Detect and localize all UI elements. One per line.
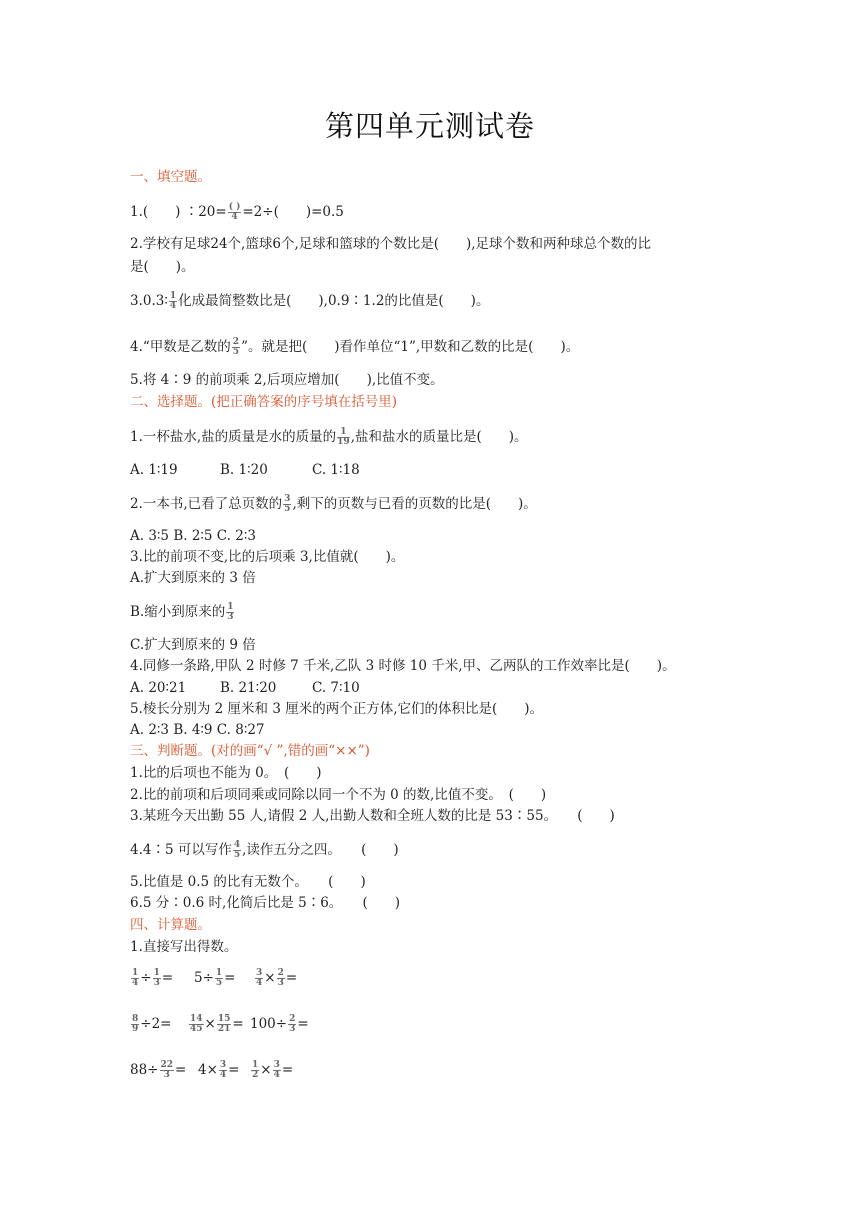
fraction: $\frac{3}{5}$ xyxy=(284,494,291,514)
fraction: $\frac{1}{3}$ xyxy=(227,602,234,622)
judge-question-3: 3.某班今天出勤 55 人,请假 2 人,出勤人数和全班人数的比是 53∶55。 ( ) xyxy=(130,808,615,824)
choice-question-1-options xyxy=(130,461,360,479)
section-heading-judge: 三、判断题。(对的画“√ ”,错的画“××”) xyxy=(130,743,370,759)
choice-question-4: 4.同修一条路,甲队 2 时修 7 千米,乙队 3 时修 10 千米,甲、乙两队的工作效率比是( )。 xyxy=(130,658,676,674)
option-a: A. 1∶19 xyxy=(130,462,178,478)
option-b: B. 1∶20 xyxy=(220,462,268,478)
judge-question-2: 2.比的前项和后项同乘或同除以同一个不为 0 的数,比值不变。 ( ) xyxy=(130,787,547,803)
judge-question-5: 5.比值是 0.5 的比有无数个。 ( ) xyxy=(130,874,366,890)
fraction: $\frac{1}{4}$ xyxy=(169,291,177,311)
choice-question-3-option-b: B.缩小到原来的 $\frac{1}{3}$ xyxy=(130,602,234,622)
judge-question-4: 4.4∶5 可以写作 $\frac{4}{5}$ ,读作五分之四。 ( ) xyxy=(130,840,399,860)
calc-row-2 xyxy=(130,1015,309,1034)
choice-question-2: 2.一本书,已看了总页数的 $\frac{3}{5}$ ,剩下的页数与已看的页数的比是( )。 xyxy=(130,494,537,514)
section-heading-fill: 一、填空题。 xyxy=(130,169,211,185)
page-title: 第四单元测试卷 xyxy=(324,109,535,143)
calc-item: 100÷ $\frac{2}{3}$ = xyxy=(250,1014,309,1034)
option-c: C. 1∶18 xyxy=(312,462,360,478)
fill-question-2-line1: 2.学校有足球24个,篮球6个,足球和篮球的个数比是( ),足球个数和两种球总个数的比 xyxy=(130,236,652,252)
calc-row-1 xyxy=(130,969,297,988)
fraction: $\frac{2}{5}$ xyxy=(232,337,240,357)
calc-item: 5÷ $\frac{1}{5}$ = xyxy=(194,968,236,988)
calc-item: 4× $\frac{3}{4}$ = xyxy=(198,1060,240,1080)
choice-question-3-option-c: C.扩大到原来的 9 倍 xyxy=(130,637,256,653)
fill-question-5: 5.将 4∶9 的前项乘 2,后项应增加( ),比值不变。 xyxy=(130,372,444,388)
choice-question-1: 1.一杯盐水,盐的质量是水的质量的 $\frac{1}{19}$ ,盐和盐水的质量比是( )。 xyxy=(130,427,528,447)
calc-item: $\frac{1}{4}$ ÷ $\frac{1}{3}$ = xyxy=(132,968,174,988)
fraction: $\frac{( )}{4}$ xyxy=(228,202,241,222)
judge-question-6: 6.5 分∶0.6 时,化简后比是 5∶6。 ( ) xyxy=(130,895,401,911)
fraction: $\frac{4}{5}$ xyxy=(233,840,241,860)
fraction: $\frac{1}{19}$ xyxy=(337,427,350,447)
calc-row-3 xyxy=(130,1061,293,1080)
section-heading-choice: 二、选择题。(把正确答案的序号填在括号里) xyxy=(130,394,398,410)
option-b: B. 21∶20 xyxy=(220,680,277,696)
fill-question-4: 4.“甲数是乙数的 $\frac{2}{5}$ ”。就是把( )看作单位“1”,甲数和乙数的比是( )。 xyxy=(130,337,580,357)
choice-question-4-options xyxy=(130,679,360,697)
calc-item: 88÷ $\frac{22}{3}$ = xyxy=(130,1060,187,1080)
choice-question-5: 5.棱长分别为 2 厘米和 3 厘米的两个正方体,它们的体积比是( )。 xyxy=(130,701,544,717)
choice-question-5-options: A. 2∶3 B. 4∶9 C. 8∶27 xyxy=(130,722,265,738)
option-c: C. 7∶10 xyxy=(312,680,360,696)
choice-question-3: 3.比的前项不变,比的后项乘 3,比值就( )。 xyxy=(130,549,405,565)
calc-intro: 1.直接写出得数。 xyxy=(130,939,238,955)
choice-question-2-options: A. 3∶5 B. 2∶5 C. 2∶3 xyxy=(130,528,256,544)
judge-question-1: 1.比的后项也不能为 0。 ( ) xyxy=(130,765,322,781)
fill-question-1: 1.( ) ∶20= $\frac{( )}{4}$ =2÷( )=0.5 xyxy=(130,202,344,222)
option-a: A. 20∶21 xyxy=(130,680,187,696)
calc-item: $\frac{14}{45}$ × $\frac{15}{21}$ = xyxy=(190,1014,244,1034)
choice-question-3-option-a: A.扩大到原来的 3 倍 xyxy=(130,570,256,586)
calc-item: $\frac{8}{9}$ ÷2= xyxy=(132,1014,172,1034)
fill-question-2-line2: 是( )。 xyxy=(130,259,195,275)
calc-item: $\frac{1}{2}$ × $\frac{3}{4}$ = xyxy=(252,1060,294,1080)
section-heading-calc: 四、计算题。 xyxy=(130,917,211,933)
calc-item: $\frac{3}{4}$ × $\frac{2}{3}$ = xyxy=(256,968,298,988)
fill-question-3: 3.0.3∶ $\frac{1}{4}$ 化成最简整数比是( ),0.9∶1.2的比值是( )。 xyxy=(130,291,490,311)
